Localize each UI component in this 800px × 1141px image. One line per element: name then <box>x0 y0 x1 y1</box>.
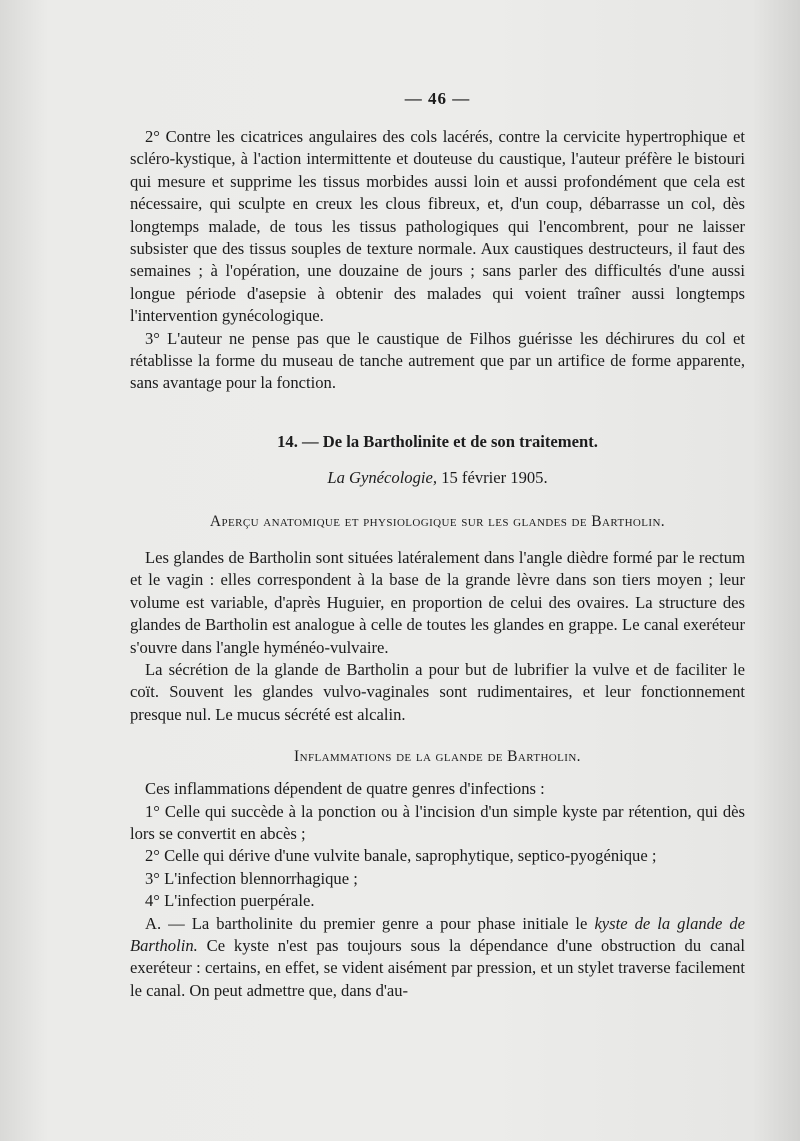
paragraph-italic: kyste de la glande de Bartholin. <box>130 913 746 955</box>
paragraph-rest: Ce kyste n'est pas toujours sous la dépendance d'une obstruction du canal exeréteur : certains, en effet, se vident aisément par pression, et un stylet traverse facilement le canal. On peut admettre que, dans d'au- <box>130 935 745 1000</box>
anatomy-paragraph-1: Les glandes de Bartholin sont situées latéralement dans l'angle dièdre formé par le rectum et le vagin : elles correspondent à la base de la grande lèvre dans son tiers moyen ; leur volume est variable, d'après Huguier, en proportion de celui des ovaires. La structure des glandes de Bartholin est analogue à celle de toutes les glandes en grappe. Le canal exeréteur s'ouvre dans l'angle hyménéo-vulvaire. <box>130 547 745 657</box>
infection-item-3: 3° L'infection blennorrhagique ; <box>145 868 358 888</box>
paragraph-marker: 3° <box>145 328 160 348</box>
text-column <box>130 88 745 1002</box>
infection-item-2: 2° Celle qui dérive d'une vulvite banale, saprophytique, septico-pyogénique ; <box>145 846 657 866</box>
article-source <box>130 467 745 489</box>
section-heading-inflammations: Inflammations de la glande de Bartholin. <box>294 748 581 766</box>
paragraph-marker: 2° <box>145 127 160 146</box>
section-heading-anatomy: Aperçu anatomique et physiologique sur les glandes de Bartholin. <box>209 512 666 530</box>
paragraph-text: L'auteur ne pense pas que le caustique de Filhos guérisse les déchirures du col et rétablisse la forme du museau de tanche autrement que par un artifice de forme apparente, sans avantage pour la fonction. <box>130 328 745 393</box>
inflammations-intro: Ces inflammations dépendent de quatre genres d'infections : <box>145 779 545 799</box>
infection-item-1: 1° Celle qui succède à la ponction ou à l'incision d'un simple kyste par rétention, qui dès lors se convertit en abcès ; <box>130 801 745 843</box>
article-title: 14. — De la Bartholinite et de son traitement. <box>277 431 598 451</box>
publication-date: 15 février 1905. <box>441 467 548 487</box>
paragraph-text: Contre les cicatrices angulaires des cols lacérés, contre la cervicite hypertrophique et scléro-kystique, à l'action intermittente et douteuse du caustique, l'auteur préfère le bistouri qui mesure et supprime les tissus morbides aussi loin et aussi profondément que cela est nécessaire, qui sculpte en creux les clous fibreux, et, d'un coup, débarrasse un col, dès longtemps malade, de tous les tissus pathologiques qui l'encombrent, pour ne laisser subsister que des tissus souples de texture normale. Aux caustiques destructeurs, il faut des semaines ; à l'opération, une douzaine de jours ; sans parler des difficultés d'une aussi longue période d'asepsie à obtenir des malades qui voient traîner aussi longtemps l'intervention gynécologique. <box>130 127 745 326</box>
intro-paragraph-2 <box>130 328 745 395</box>
page-number: — 46 — <box>404 89 471 108</box>
intro-paragraph-1 <box>130 126 745 328</box>
journal-name: La Gynécologie, <box>327 467 438 487</box>
paragraph-lead: A. — La bartholinite du premier genre a pour phase initiale le <box>145 913 588 933</box>
infection-item-4: 4° L'infection puerpérale. <box>145 891 315 911</box>
bartholinite-paragraph <box>130 913 745 1003</box>
anatomy-paragraph-2: La sécrétion de la glande de Bartholin a pour but de lubrifier la vulve et de faciliter le coït. Souvent les glandes vulvo-vaginales sont rudimentaires, et leur fonctionnement presque nul. Le mucus sécrété est alcalin. <box>130 659 745 724</box>
